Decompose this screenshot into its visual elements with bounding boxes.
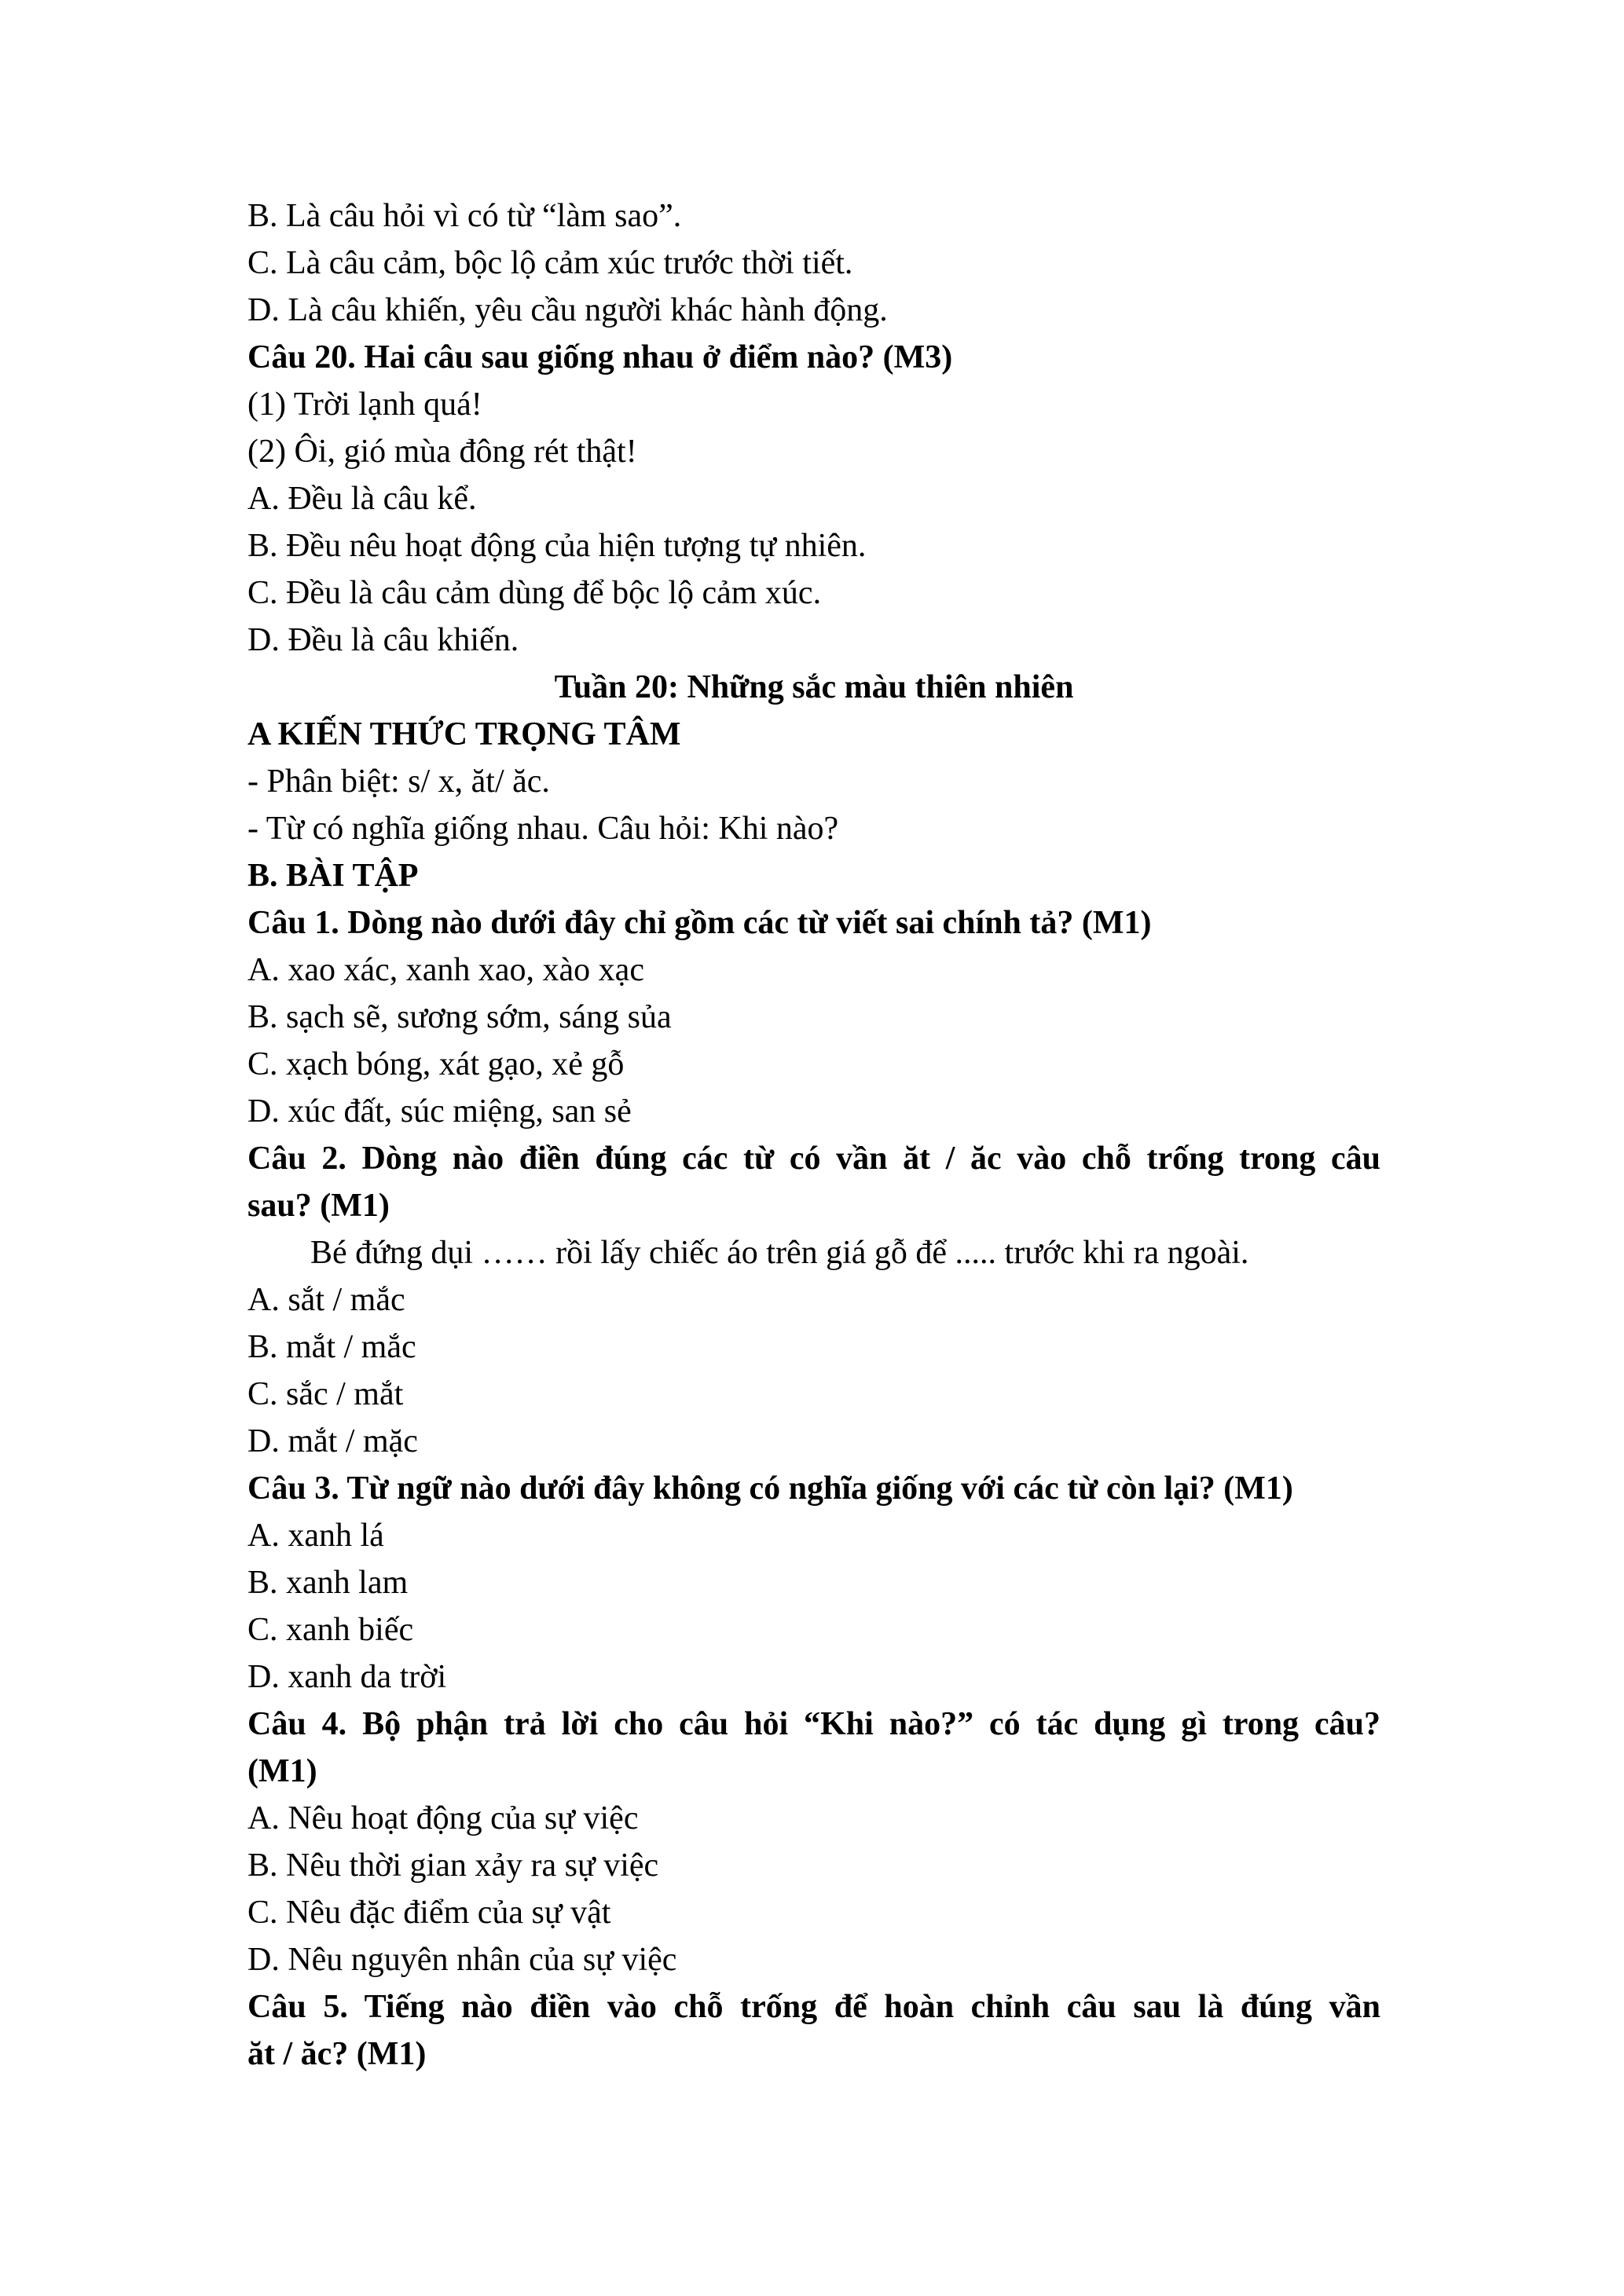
- question-4-title-line-1: Câu 4. Bộ phận trả lời cho câu hỏi “Khi nào?” có tác dụng gì trong câu?: [247, 1706, 1380, 1742]
- question-4-option-a: A. Nêu hoạt động của sự việc: [247, 1800, 639, 1836]
- question-2-option-a: A. sắt / mắc: [247, 1282, 405, 1318]
- question-5-title-line-1: Câu 5. Tiếng nào điền vào chỗ trống để hoàn chỉnh câu sau là đúng vần: [247, 1989, 1380, 2025]
- section-a-item-2: - Từ có nghĩa giống nhau. Câu hỏi: Khi nào?: [247, 811, 839, 847]
- question-1-option-b: B. sạch sẽ, sương sớm, sáng sủa: [247, 999, 672, 1035]
- question-20-sentence-1: (1) Trời lạnh quá!: [247, 386, 482, 423]
- question-4-option-d: D. Nêu nguyên nhân của sự việc: [247, 1942, 677, 1978]
- question-1-option-c: C. xạch bóng, xát gạo, xẻ gỗ: [247, 1046, 625, 1082]
- document-page: [247, 192, 1380, 2078]
- option-d-prev: D. Là câu khiến, yêu cầu người khác hành động.: [247, 292, 888, 328]
- question-20-option-d: D. Đều là câu khiến.: [247, 622, 519, 658]
- question-20-option-c: C. Đều là câu cảm dùng để bộc lộ cảm xúc.: [247, 575, 822, 611]
- question-4-option-c: C. Nêu đặc điểm của sự vật: [247, 1895, 611, 1931]
- question-3-option-d: D. xanh da trời: [247, 1659, 447, 1695]
- week-title: Tuần 20: Những sắc màu thiên nhiên: [554, 669, 1074, 705]
- section-b-title: B. BÀI TẬP: [247, 858, 419, 894]
- question-3-option-c: C. xanh biếc: [247, 1612, 414, 1648]
- option-c-prev: C. Là câu cảm, bộc lộ cảm xúc trước thời tiết.: [247, 245, 853, 281]
- question-3-option-a: A. xanh lá: [247, 1518, 384, 1554]
- question-20-option-a: A. Đều là câu kể.: [247, 481, 477, 517]
- option-b-prev: B. Là câu hỏi vì có từ “làm sao”.: [247, 198, 682, 234]
- question-5-title-line-2: ăt / ăc? (M1): [247, 2036, 427, 2072]
- question-3-option-b: B. xanh lam: [247, 1565, 409, 1601]
- question-4-title-line-2: (M1): [247, 1753, 317, 1789]
- question-4-option-b: B. Nêu thời gian xảy ra sự việc: [247, 1847, 659, 1884]
- question-2-option-c: C. sắc / mắt: [247, 1376, 404, 1412]
- question-20-option-b: B. Đều nêu hoạt động của hiện tượng tự nhiên.: [247, 528, 867, 564]
- question-2-title-line-1: Câu 2. Dòng nào điền đúng các từ có vần ăt / ăc vào chỗ trống trong câu: [247, 1141, 1380, 1177]
- section-a-item-1: - Phân biệt: s/ x, ăt/ ăc.: [247, 764, 550, 800]
- question-1-option-a: A. xao xác, xanh xao, xào xạc: [247, 952, 644, 988]
- question-2-option-d: D. mắt / mặc: [247, 1423, 418, 1459]
- question-1-title: Câu 1. Dòng nào dưới đây chỉ gồm các từ viết sai chính tả? (M1): [247, 905, 1152, 941]
- question-3-title: Câu 3. Từ ngữ nào dưới đây không có nghĩa giống với các từ còn lại? (M1): [247, 1470, 1293, 1507]
- question-2-option-b: B. mắt / mắc: [247, 1329, 416, 1365]
- question-1-option-d: D. xúc đất, súc miệng, san sẻ: [247, 1093, 632, 1130]
- question-2-sentence: Bé đứng dụi …… rồi lấy chiếc áo trên giá gỗ để ..... trước khi ra ngoài.: [310, 1235, 1249, 1271]
- question-20-sentence-2: (2) Ôi, gió mùa đông rét thật!: [247, 434, 637, 470]
- question-20-title: Câu 20. Hai câu sau giống nhau ở điểm nào? (M3): [247, 339, 953, 375]
- question-2-title-line-2: sau? (M1): [247, 1188, 390, 1224]
- section-a-title: A KIẾN THỨC TRỌNG TÂM: [247, 716, 681, 753]
